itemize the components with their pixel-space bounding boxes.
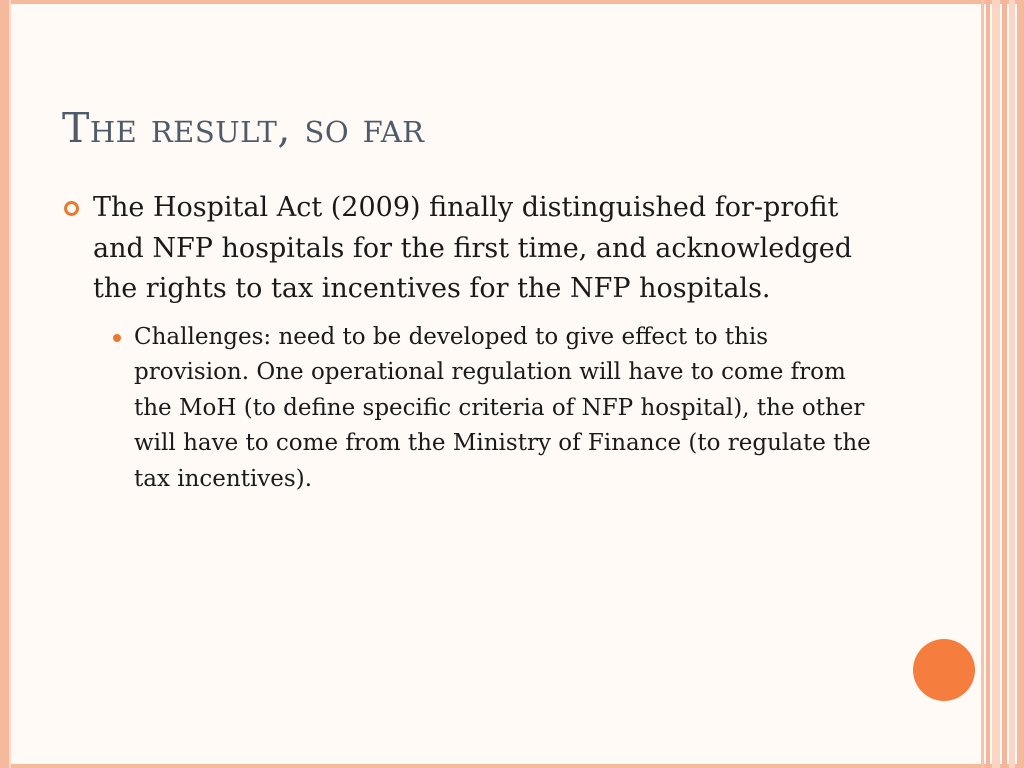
slide-body: [62, 188, 882, 497]
right-stripe-2: [986, 0, 990, 768]
right-stripe-6: [1017, 0, 1024, 768]
bullet-text: The Hospital Act (2009) finally distinguished for-profit and NFP hospitals for the first time, and acknowledged the rights to tax incentives for the NFP hospitals.: [93, 192, 853, 304]
hollow-circle-bullet-icon: [64, 201, 79, 216]
decorative-circle: [913, 639, 975, 701]
filled-circle-bullet-icon: [113, 334, 121, 342]
sub-bullet-item: [104, 320, 882, 498]
frame-left-border: [0, 0, 9, 768]
bullet-item: [62, 188, 882, 310]
right-stripe-3: [992, 0, 1000, 768]
frame-top-border: [0, 0, 1024, 4]
frame-bottom-border: [0, 764, 1024, 768]
slide-title: The result, so far: [62, 104, 425, 152]
right-stripe-4: [1002, 0, 1007, 768]
sub-bullet-text: Challenges: need to be developed to give effect to this provision. One operational regulation will have to come from the MoH (to define specific criteria of NFP hospital), the other will have to come from the Ministry of Finance (to regulate the tax incentives).: [134, 323, 871, 492]
right-stripe-5: [1009, 0, 1015, 768]
frame-left-inner-line: [9, 0, 11, 768]
right-stripe-1: [981, 0, 984, 768]
